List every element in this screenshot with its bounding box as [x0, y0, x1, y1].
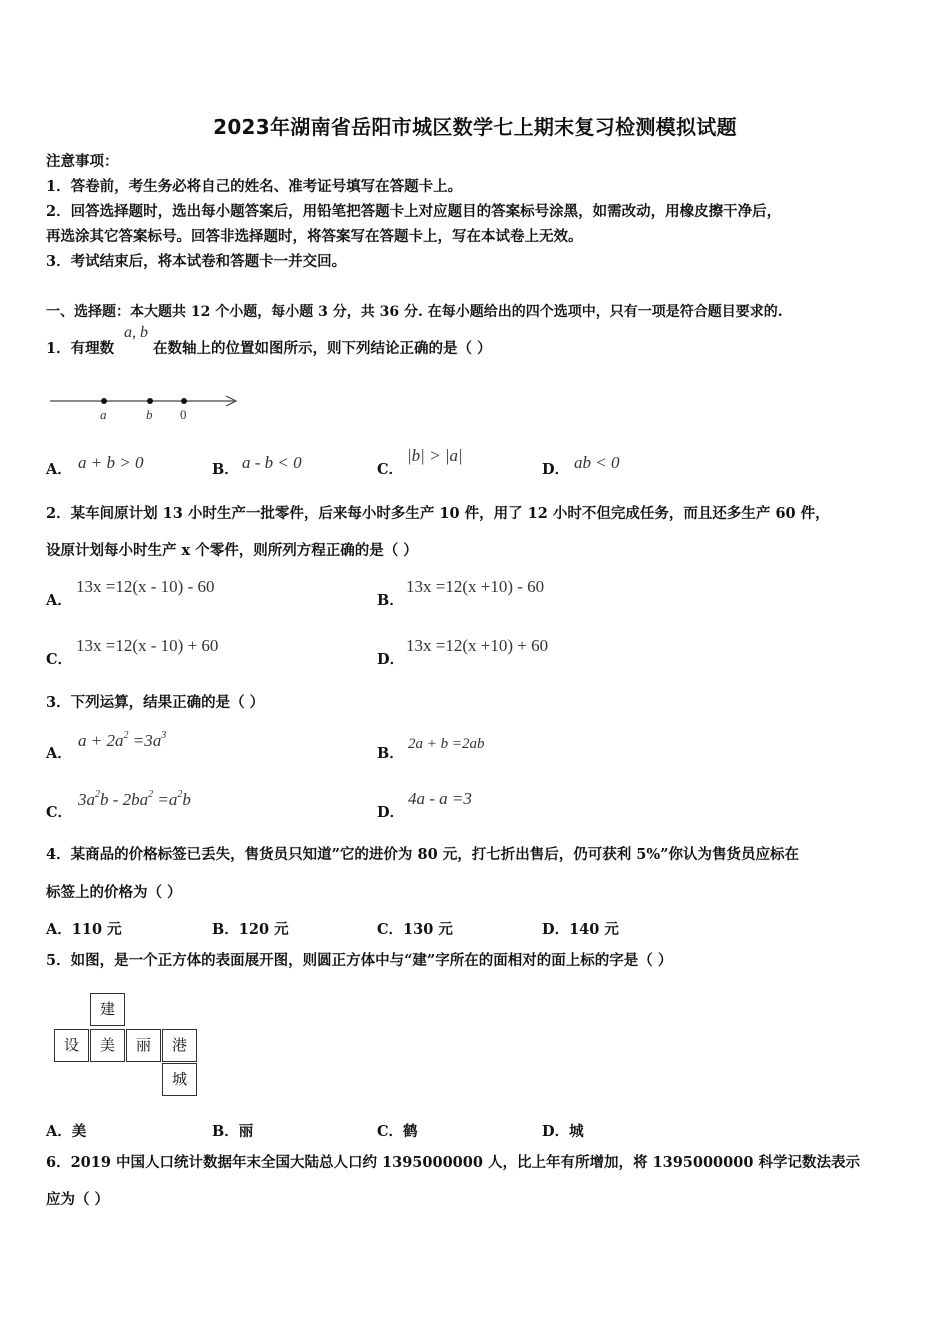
q3-option-c-label: C．	[46, 804, 73, 821]
option-text: 120 元	[238, 921, 289, 938]
section-heading: 一、选择题：本大题共 12 个小题，每小题 3 分，共 36 分. 在每小题给出的四个选项中，只有一项是符合题目要求的.	[46, 304, 783, 320]
q1-option-b-label: B．	[212, 461, 239, 478]
net-face-top: 建	[90, 993, 125, 1026]
q1-option-a: a + b > 0	[78, 453, 144, 472]
cube-net	[54, 993, 204, 1103]
net-face: 港	[162, 1029, 197, 1062]
q2-option-b-label: B．	[377, 592, 404, 609]
exponent: 2	[123, 730, 129, 741]
net-face: 美	[90, 1029, 125, 1062]
q4-option-b	[212, 918, 289, 939]
point-zero	[181, 398, 187, 404]
q3-option-b-label: B．	[377, 745, 404, 762]
q2-option-c: 13x =12(x - 10) + 60	[76, 636, 219, 655]
q6-stem-line2: 应为（ ）	[46, 1191, 110, 1208]
expr-part: 3a	[78, 790, 95, 809]
q2-stem-line2: 设原计划每小时生产 x 个零件，则所列方程正确的是（ ）	[46, 542, 418, 559]
option-text: 110 元	[71, 921, 122, 938]
q2-option-c-label: C．	[46, 651, 73, 668]
q2-stem-line1: 2．某车间原计划 13 小时生产一批零件，后来每小时多生产 10 件，用了 12 小时不但完成任务，而且还多生产 60 件，	[46, 505, 830, 522]
point-b	[147, 398, 153, 404]
q1-option-b: a - b < 0	[242, 453, 302, 472]
q2-option-b: 13x =12(x +10) - 60	[406, 577, 545, 596]
axis-label-a: a	[100, 407, 107, 422]
point-a	[101, 398, 107, 404]
q2-option-d: 13x =12(x +10) + 60	[406, 636, 549, 655]
q3-option-d-label: D．	[377, 804, 405, 821]
notice-item: 2．回答选择题时，选出每小题答案后，用铅笔把答题卡上对应题目的答案标号涂黑，如需改动，用橡皮擦干净后，	[46, 203, 782, 220]
q5-stem: 5．如图，是一个正方体的表面展开图，则圆正方体中与“建”字所在的面相对的面上标的字是（ ）	[46, 952, 673, 969]
exponent: 3	[161, 730, 167, 741]
option-label: D．	[542, 921, 570, 938]
option-text: 鹤	[403, 1123, 418, 1140]
expr-part: =3a	[128, 731, 162, 750]
q3-stem: 3．下列运算，结果正确的是（ ）	[46, 694, 265, 711]
option-label: D．	[542, 1123, 570, 1140]
option-text: 丽	[238, 1123, 254, 1140]
option-label: B．	[212, 1123, 239, 1140]
q5-option-a	[46, 1120, 86, 1141]
notice-item: 再选涂其它答案标号。回答非选择题时，将答案写在答题卡上，写在本试卷上无效。	[46, 228, 583, 245]
expr-part: =a	[153, 790, 178, 809]
q1-option-d-label: D．	[542, 461, 570, 478]
q1-prefix: 1．有理数	[46, 340, 115, 357]
q2-option-a-label: A．	[46, 592, 72, 609]
option-text: 美	[71, 1123, 87, 1140]
q1-option-d: ab < 0	[574, 453, 620, 472]
q1-vars: a, b	[124, 324, 148, 341]
notice-item: 1．答卷前，考生务必将自己的姓名、准考证号填写在答题卡上。	[46, 178, 463, 195]
exponent: 2	[148, 789, 154, 800]
exponent: 2	[95, 789, 100, 800]
option-text: 140 元	[569, 921, 619, 938]
notice-heading: 注意事项：	[46, 153, 119, 170]
q6-stem-line1: 6．2019 中国人口统计数据年末全国大陆总人口约 1395000000 人，比上年有所增加，将 1395000000 科学记数法表示	[46, 1154, 860, 1171]
q3-option-b: 2a + b =2ab	[408, 736, 485, 752]
q5-option-b	[212, 1120, 253, 1141]
option-label: A．	[46, 1123, 72, 1140]
expr-part: b - 2ba	[100, 790, 149, 809]
q3-option-c	[78, 789, 191, 810]
option-text: 130 元	[403, 921, 453, 938]
q1-suffix: 在数轴上的位置如图所示，则下列结论正确的是（ ）	[153, 340, 492, 357]
q5-option-c	[377, 1120, 418, 1141]
net-face-bottom: 城	[162, 1063, 197, 1096]
q4-option-d	[542, 918, 619, 939]
net-face: 丽	[126, 1029, 161, 1062]
option-text: 城	[569, 1123, 584, 1140]
axis-label-b: b	[146, 407, 153, 422]
q1-option-a-label: A．	[46, 461, 72, 478]
expr-part: a + 2a	[78, 731, 124, 750]
q5-option-d	[542, 1120, 584, 1141]
q3-option-d: 4a - a =3	[408, 789, 472, 808]
q4-option-c	[377, 918, 453, 939]
expr-part: b	[182, 790, 191, 809]
q3-option-a	[78, 730, 166, 751]
q2-option-d-label: D．	[377, 651, 405, 668]
option-label: C．	[377, 1123, 404, 1140]
q4-option-a	[46, 918, 122, 939]
notice-item: 3．考试结束后，将本试卷和答题卡一并交回。	[46, 253, 347, 270]
option-label: C．	[377, 921, 404, 938]
net-face: 设	[54, 1029, 89, 1062]
q1-option-c-label: C．	[377, 461, 404, 478]
q4-stem-line1: 4．某商品的价格标签已丢失，售货员只知道”它的进价为 80 元，打七折出售后，仍可获利 5%”你认为售货员应标在	[46, 846, 799, 863]
option-label: A．	[46, 921, 72, 938]
exponent: 2	[177, 789, 183, 800]
q4-stem-line2: 标签上的价格为（ ）	[46, 884, 182, 901]
q1-option-c: |b| > |a|	[407, 446, 463, 465]
option-label: B．	[212, 921, 239, 938]
axis-label-zero: 0	[180, 407, 187, 422]
q3-option-a-label: A．	[46, 745, 72, 762]
page-title: 2023年湖南省岳阳市城区数学七上期末复习检测模拟试题	[213, 115, 737, 139]
number-line	[48, 390, 243, 425]
q2-option-a: 13x =12(x - 10) - 60	[76, 577, 215, 596]
